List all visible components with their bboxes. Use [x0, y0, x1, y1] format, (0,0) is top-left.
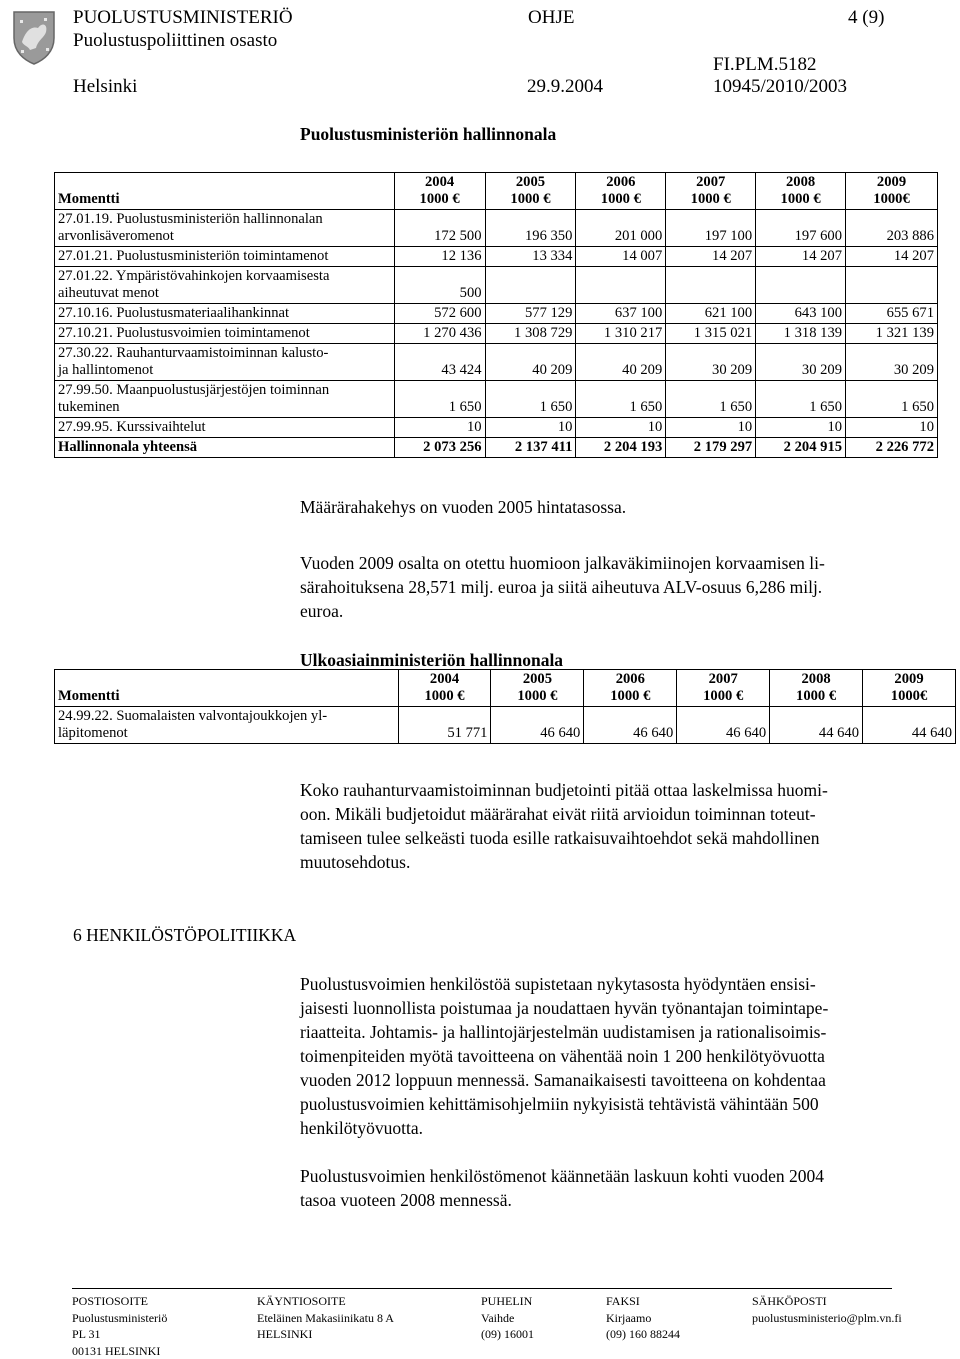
cell-value: 51 771	[398, 707, 491, 744]
paragraph-line: muutosehdotus.	[300, 852, 411, 872]
footer-email: SÄHKÖPOSTI puolustusministerio@plm.vn.fi	[752, 1294, 902, 1325]
table-header-row	[55, 670, 956, 707]
cell-value: 40 209	[576, 344, 666, 381]
cell-value: 203 886	[846, 210, 938, 247]
column-header-year: 2009 1000€	[846, 173, 938, 210]
cell-value: 572 600	[394, 304, 485, 324]
cell-value: 44 640	[770, 707, 863, 744]
cell-value: 46 640	[491, 707, 584, 744]
cell-value: 197 600	[756, 210, 846, 247]
city: Helsinki	[73, 76, 138, 97]
cell-value: 10	[756, 418, 846, 438]
column-header-year: 2005 1000 €	[485, 173, 576, 210]
coat-of-arms-logo	[8, 8, 60, 66]
date: 29.9.2004	[527, 76, 603, 97]
row-label: 27.30.22. Rauhanturvaamistoiminnan kalusto- ja hallintomenot	[55, 344, 395, 381]
table-row	[55, 344, 938, 381]
cell-value: 196 350	[485, 210, 576, 247]
paragraph-line: Puolustusvoimien henkilöstömenot käännetään laskuun kohti vuoden 2004	[300, 1166, 824, 1186]
cell-value: 14 207	[756, 247, 846, 267]
total-value: 2 073 256	[394, 438, 485, 458]
table-header-row	[55, 173, 938, 210]
footer-phone: PUHELIN Vaihde (09) 16001	[481, 1294, 534, 1341]
column-header-year: 2004 1000 €	[398, 670, 491, 707]
cell-value: 1 270 436	[394, 324, 485, 344]
cell-value	[756, 267, 846, 304]
cell-value: 655 671	[846, 304, 938, 324]
row-label: 27.99.50. Maanpuolustusjärjestöjen toiminnan tukeminen	[55, 381, 395, 418]
paragraph-line: vuoden 2012 loppuun mennessä. Samanaikaisesti tavoitteena on kohdentaa	[300, 1070, 826, 1090]
price-level-note: Määrärahakehys on vuoden 2005 hintatasossa.	[300, 497, 627, 517]
budget-table	[54, 172, 938, 458]
total-value: 2 226 772	[846, 438, 938, 458]
cell-value: 1 321 139	[846, 324, 938, 344]
cell-value	[846, 267, 938, 304]
column-header-year: 2006 1000 €	[576, 173, 666, 210]
footer-postal-address: POSTIOSOITE Puolustusministeriö PL 31 00131 HELSINKI	[72, 1294, 168, 1358]
cell-value: 1 315 021	[666, 324, 756, 344]
cell-value: 1 308 729	[485, 324, 576, 344]
cell-value: 1 318 139	[756, 324, 846, 344]
section-heading: 6 HENKILÖSTÖPOLITIIKKA	[73, 925, 297, 945]
budget-table-foreign-affairs	[54, 669, 956, 744]
table-row	[55, 418, 938, 438]
table-row	[55, 210, 938, 247]
paragraph-line: tasoa vuoteen 2008 mennessä.	[300, 1190, 512, 1210]
cell-value: 40 209	[485, 344, 576, 381]
cell-value: 30 209	[846, 344, 938, 381]
note-line: särahoituksena 28,571 milj. euroa ja siitä aiheutuva ALV-osuus 6,286 milj.	[300, 577, 823, 597]
paragraph-line: henkilötyövuotta.	[300, 1118, 423, 1138]
paragraph-line: jaisesti luonnollista poistumaa ja noudattaen hyvän työnantajan toimintape-	[300, 998, 829, 1018]
cell-value: 643 100	[756, 304, 846, 324]
column-header-momentti: Momentti	[55, 670, 399, 707]
cell-value: 46 640	[677, 707, 770, 744]
total-value: 2 204 193	[576, 438, 666, 458]
paragraph-line: Puolustusvoimien henkilöstöä supistetaan nykytasosta hyödyntäen ensisi-	[300, 974, 816, 994]
cell-value: 637 100	[576, 304, 666, 324]
cell-value: 1 650	[846, 381, 938, 418]
cell-value: 1 650	[394, 381, 485, 418]
table-row	[55, 267, 938, 304]
cell-value: 10	[576, 418, 666, 438]
diary-number: 10945/2010/2003	[713, 76, 848, 97]
total-value: 2 179 297	[666, 438, 756, 458]
reference-code: FI.PLM.5182	[713, 54, 817, 75]
section-title: Puolustusministeriön hallinnonala	[300, 124, 557, 144]
cell-value: 10	[666, 418, 756, 438]
page-number: 4 (9)	[848, 7, 885, 28]
cell-value: 1 650	[485, 381, 576, 418]
cell-value: 12 136	[394, 247, 485, 267]
row-label: 27.01.19. Puolustusministeriön hallinnonalan arvonlisäveromenot	[55, 210, 395, 247]
table-row	[55, 707, 956, 744]
cell-value: 10	[394, 418, 485, 438]
doc-type: OHJE	[528, 7, 575, 28]
column-header-year: 2006 1000 €	[584, 670, 677, 707]
row-label: 27.01.21. Puolustusministeriön toimintamenot	[55, 247, 395, 267]
paragraph-line: Koko rauhanturvaamistoiminnan budjetointi pitää ottaa laskelmissa huomi-	[300, 780, 828, 800]
cell-value: 172 500	[394, 210, 485, 247]
column-header-momentti: Momentti	[55, 173, 395, 210]
cell-value: 14 207	[666, 247, 756, 267]
paragraph-line: oon. Mikäli budjetoidut määrärahat eivät riitä arvioidun toiminnan toteut-	[300, 804, 816, 824]
cell-value	[576, 267, 666, 304]
cell-value: 10	[485, 418, 576, 438]
footer-fax: FAKSI Kirjaamo (09) 160 88244	[606, 1294, 680, 1341]
total-label: Hallinnonala yhteensä	[55, 438, 395, 458]
cell-value: 500	[394, 267, 485, 304]
cell-value: 1 310 217	[576, 324, 666, 344]
table-row	[55, 324, 938, 344]
column-header-year: 2007 1000 €	[666, 173, 756, 210]
department-name: Puolustuspoliittinen osasto	[73, 30, 278, 51]
table-row	[55, 381, 938, 418]
cell-value: 1 650	[756, 381, 846, 418]
row-label: 27.10.21. Puolustusvoimien toimintamenot	[55, 324, 395, 344]
cell-value: 44 640	[863, 707, 956, 744]
total-value: 2 204 915	[756, 438, 846, 458]
column-header-year: 2009 1000€	[863, 670, 956, 707]
cell-value: 621 100	[666, 304, 756, 324]
row-label: 27.99.95. Kurssivaihtelut	[55, 418, 395, 438]
cell-value: 1 650	[576, 381, 666, 418]
ministry-name: PUOLUSTUSMINISTERIÖ	[73, 7, 293, 28]
column-header-year: 2004 1000 €	[394, 173, 485, 210]
paragraph-line: puolustusvoimien kehittämisohjelmiin nykyisistä tehtävistä vähintään 500	[300, 1094, 819, 1114]
paragraph-line: toimenpiteiden myötä tavoitteena on vähentää noin 1 200 henkilötyövuotta	[300, 1046, 825, 1066]
cell-value: 201 000	[576, 210, 666, 247]
cell-value: 14 007	[576, 247, 666, 267]
note-line: Vuoden 2009 osalta on otettu huomioon jalkaväkimiinojen korvaamisen li-	[300, 553, 825, 573]
cell-value: 13 334	[485, 247, 576, 267]
column-header-year: 2005 1000 €	[491, 670, 584, 707]
cell-value: 30 209	[666, 344, 756, 381]
row-label: 27.10.16. Puolustusmateriaalihankinnat	[55, 304, 395, 324]
cell-value: 30 209	[756, 344, 846, 381]
total-row	[55, 438, 938, 458]
note-line: euroa.	[300, 601, 344, 621]
row-label: 24.99.22. Suomalaisten valvontajoukkojen yl- läpitomenot	[55, 707, 399, 744]
paragraph-line: riaatteita. Johtamis- ja hallintojärjestelmän uudistamisen ja rationalisoimis-	[300, 1022, 827, 1042]
column-header-year: 2008 1000 €	[770, 670, 863, 707]
row-label: 27.01.22. Ympäristövahinkojen korvaamisesta aiheutuvat menot	[55, 267, 395, 304]
table-row	[55, 247, 938, 267]
footer-visiting-address: KÄYNTIOSOITE Eteläinen Makasiinikatu 8 A HELSINKI	[257, 1294, 394, 1341]
cell-value	[666, 267, 756, 304]
cell-value: 577 129	[485, 304, 576, 324]
footer-divider	[72, 1288, 892, 1289]
cell-value	[485, 267, 576, 304]
paragraph-line: tamiseen tulee selkeästi tuoda esille ratkaisuvaihtoehdot sekä mahdollinen	[300, 828, 820, 848]
cell-value: 46 640	[584, 707, 677, 744]
table-row	[55, 304, 938, 324]
cell-value: 43 424	[394, 344, 485, 381]
email-link[interactable]: puolustusministerio@plm.vn.fi	[752, 1310, 902, 1325]
cell-value: 10	[846, 418, 938, 438]
column-header-year: 2008 1000 €	[756, 173, 846, 210]
total-value: 2 137 411	[485, 438, 576, 458]
cell-value: 197 100	[666, 210, 756, 247]
section-title: Ulkoasiainministeriön hallinnonala	[300, 650, 564, 670]
cell-value: 1 650	[666, 381, 756, 418]
column-header-year: 2007 1000 €	[677, 670, 770, 707]
cell-value: 14 207	[846, 247, 938, 267]
